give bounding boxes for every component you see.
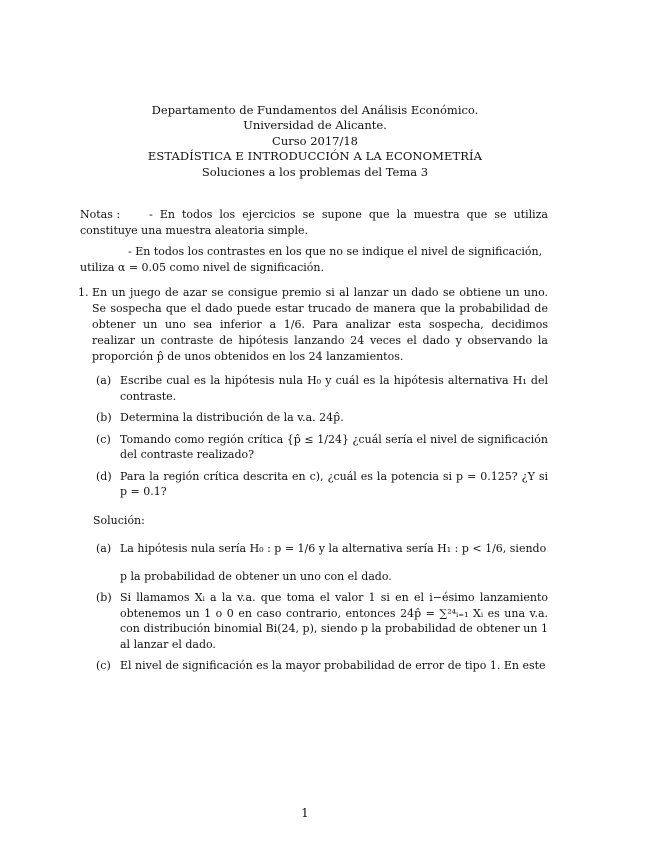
part-text: Para la región crítica descrita en c), ¿cuál es la potencia si p = 0.125? ¿Y si p = 0.1? bbox=[120, 469, 548, 498]
solution-title: Solución: bbox=[93, 514, 145, 527]
page-number: 1 bbox=[301, 806, 309, 820]
notes-section bbox=[80, 207, 548, 276]
header-university: Universidad de Alicante. bbox=[243, 118, 387, 133]
problem-part-a bbox=[96, 373, 548, 404]
document-header bbox=[80, 103, 550, 180]
solution-part-b bbox=[96, 590, 548, 652]
solution-part-c bbox=[96, 658, 548, 674]
problem-number: 1. bbox=[78, 286, 89, 299]
part-text: Si llamamos Xᵢ a la v.a. que toma el valor 1 si en el i−ésimo lanzamiento obtenemos un 1 o 0 en caso contrario, entonces 24p̂ = ∑²⁴ᵢ₌₁ Xᵢ es una v.a. con distribución binomial Bi(24, p), siendo p la probabilidad de obtener un 1 al lanzar el dado. bbox=[120, 591, 548, 651]
note-2-text-a: - En todos los contrastes en los que no se indique el nivel de significación, bbox=[128, 245, 543, 258]
part-text: El nivel de significación es la mayor probabilidad de error de tipo 1. En este bbox=[120, 659, 546, 672]
part-label: (b) bbox=[96, 591, 112, 604]
part-label: (a) bbox=[96, 374, 112, 387]
part-label: (c) bbox=[96, 432, 111, 446]
part-text: Tomando como región crítica {p̂ ≤ 1/24} ¿cuál sería el nivel de significación del contraste realizado? bbox=[120, 432, 548, 461]
problem-part-b bbox=[96, 410, 548, 426]
note-2 bbox=[80, 244, 548, 276]
part-label: (b) bbox=[96, 411, 112, 424]
part-text: La hipótesis nula sería H₀ : p = 1/6 y la alternativa sería H₁ : p < 1/6, siendo bbox=[120, 542, 547, 555]
part-label: (a) bbox=[96, 542, 112, 555]
note-1-text: - En todos los ejercicios se supone que la muestra que se utiliza constituye una muestra aleatoria simple. bbox=[80, 208, 548, 237]
header-subject: ESTADÍSTICA E INTRODUCCIÓN A LA ECONOMETRÍA bbox=[147, 149, 483, 164]
solution-parts bbox=[96, 541, 548, 680]
part-label: (c) bbox=[96, 659, 111, 672]
part-text-continued: p la probabilidad de obtener un uno con el dado. bbox=[120, 569, 392, 583]
header-topic: Soluciones a los problemas del Tema 3 bbox=[201, 164, 429, 179]
solution-part-a bbox=[96, 541, 548, 584]
problem-1 bbox=[78, 285, 548, 365]
header-course: Curso 2017/18 bbox=[272, 133, 358, 148]
problem-part-d bbox=[96, 469, 548, 500]
notes-label: Notas : bbox=[80, 208, 121, 221]
part-label: (d) bbox=[96, 469, 112, 483]
part-text: Determina la distribución de la v.a. 24p̂. bbox=[120, 411, 344, 424]
problem-parts bbox=[96, 373, 548, 506]
header-department: Departamento de Fundamentos del Análisis Económico. bbox=[151, 103, 479, 117]
part-text: Escribe cual es la hipótesis nula H₀ y cuál es la hipótesis alternativa H₁ del contraste. bbox=[120, 374, 548, 403]
note-1 bbox=[80, 207, 548, 239]
problem-statement: En un juego de azar se consigue premio si al lanzar un dado se obtiene un uno. Se sospecha que el dado puede estar trucado de manera que la probabilidad de obtener un uno sea inferior a 1/6. Para analizar esta sospecha, decidimos realizar un contraste de hipótesis lanzando 24 veces el dado y observando la proporción p̂ de unos obtenidos en los 24 lanzamientos. bbox=[92, 286, 548, 363]
problem-part-c bbox=[96, 432, 548, 463]
note-2-text-b: utiliza α = 0.05 como nivel de significación. bbox=[80, 261, 325, 274]
